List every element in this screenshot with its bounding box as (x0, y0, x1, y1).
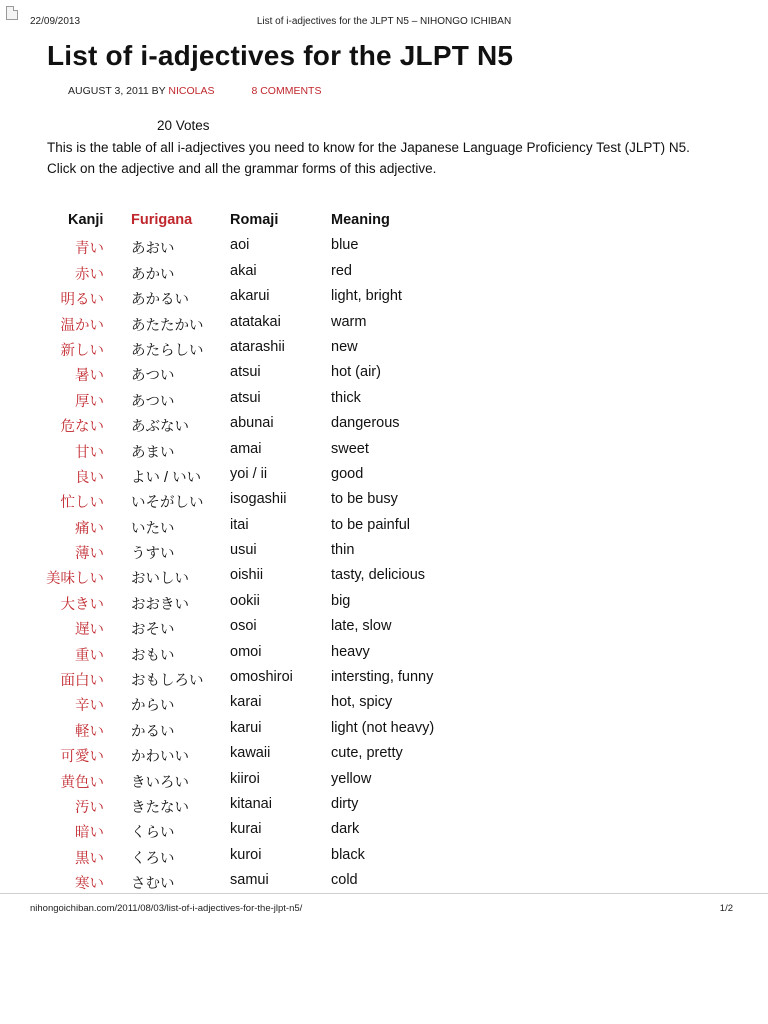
kanji-cell[interactable]: 軽い (75, 723, 104, 740)
table-row (0, 415, 768, 440)
furigana-cell: あつい (131, 368, 175, 385)
kanji-cell[interactable]: 青い (75, 241, 104, 258)
print-title: List of i-adjectives for the JLPT N5 – NIHONGO ICHIBAN (256, 16, 512, 27)
table-row (0, 263, 768, 288)
romaji-cell: atatakai (230, 313, 281, 330)
furigana-cell: いたい (131, 520, 175, 537)
furigana-cell: さむい (131, 876, 175, 893)
romaji-cell: osoi (230, 618, 257, 635)
table-row (0, 466, 768, 491)
kanji-cell[interactable]: 汚い (75, 799, 104, 816)
meaning-cell: late, slow (331, 618, 392, 635)
romaji-cell: omoi (230, 643, 262, 660)
furigana-cell: かわいい (131, 749, 189, 766)
furigana-cell: からい (131, 698, 175, 715)
meaning-cell: to be busy (331, 491, 398, 508)
kanji-cell[interactable]: 良い (75, 469, 104, 486)
table-row (0, 517, 768, 542)
furigana-cell: いそがしい (131, 495, 204, 512)
furigana-cell: あまい (131, 444, 175, 461)
furigana-cell: あたたかい (131, 317, 204, 334)
furigana-cell: あおい (131, 241, 175, 258)
page-title: List of i-adjectives for the JLPT N5 (47, 40, 514, 71)
meaning-cell: black (331, 846, 365, 863)
romaji-cell: samui (230, 872, 269, 889)
romaji-cell: kiiroi (230, 770, 260, 787)
kanji-cell[interactable]: 薄い (75, 546, 104, 563)
kanji-cell[interactable]: 黒い (75, 850, 104, 867)
table-header-row (0, 212, 768, 237)
table-row (0, 339, 768, 364)
table-row (0, 821, 768, 846)
print-date: 22/09/2013 (30, 16, 81, 27)
meaning-cell: heavy (331, 643, 370, 660)
kanji-cell[interactable]: 面白い (60, 673, 104, 690)
furigana-cell: あつい (131, 393, 175, 410)
adjectives-table (0, 212, 768, 898)
furigana-cell: よい / いい (131, 469, 202, 486)
meaning-cell: light (not heavy) (331, 719, 435, 736)
meaning-cell: cute, pretty (331, 745, 403, 762)
post-date: AUGUST 3, 2011 (68, 85, 149, 97)
kanji-cell[interactable]: 暑い (75, 368, 104, 385)
post-meta (68, 85, 321, 97)
kanji-cell[interactable]: 厚い (75, 393, 104, 410)
kanji-cell[interactable]: 辛い (75, 698, 104, 715)
furigana-cell: おおきい (131, 596, 189, 613)
romaji-cell: kitanai (230, 795, 272, 812)
romaji-cell: karai (230, 694, 262, 711)
romaji-cell: abunai (230, 415, 274, 432)
kanji-cell[interactable]: 甘い (75, 444, 104, 461)
kanji-cell[interactable]: 可愛い (60, 749, 104, 766)
meaning-cell: intersting, funny (331, 669, 434, 686)
table-row (0, 847, 768, 872)
meaning-cell: blue (331, 237, 359, 254)
header-meaning: Meaning (331, 212, 390, 228)
furigana-cell: あぶない (131, 419, 189, 436)
kanji-cell[interactable]: 黄色い (60, 774, 104, 791)
footer-url: nihongoichiban.com/2011/08/03/list-of-i-adjectives-for-the-jlpt-n5/ (30, 903, 303, 914)
meaning-cell: cold (331, 872, 358, 889)
kanji-cell[interactable]: 寒い (75, 876, 104, 893)
table-row (0, 491, 768, 516)
meaning-cell: to be painful (331, 516, 411, 533)
romaji-cell: usui (230, 542, 257, 559)
romaji-cell: atarashii (230, 338, 285, 355)
romaji-cell: aoi (230, 237, 250, 254)
header-romaji: Romaji (230, 212, 279, 228)
meaning-cell: good (331, 465, 364, 482)
table-row (0, 796, 768, 821)
comments-link[interactable]: 8 COMMENTS (251, 85, 322, 97)
table-row (0, 288, 768, 313)
romaji-cell: yoi / ii (230, 465, 268, 482)
table-row (0, 644, 768, 669)
furigana-cell: きいろい (131, 774, 189, 791)
meaning-cell: dangerous (331, 415, 400, 432)
romaji-cell: amai (230, 440, 262, 457)
meaning-cell: hot, spicy (331, 694, 393, 711)
meaning-cell: dirty (331, 795, 359, 812)
romaji-cell: itai (230, 516, 249, 533)
kanji-cell[interactable]: 遅い (75, 622, 104, 639)
kanji-cell[interactable]: 新しい (60, 342, 104, 359)
furigana-cell: くらい (131, 825, 175, 842)
romaji-cell: akarui (230, 288, 270, 305)
intro-paragraph: This is the table of all i-adjectives you need to know for the Japanese Language Proficiency Test (JLPT) N5. Click on the adjective and all the grammar forms of this adjective. (47, 140, 690, 176)
kanji-cell[interactable]: 暗い (75, 825, 104, 842)
kanji-cell[interactable]: 危ない (60, 419, 104, 436)
furigana-cell: あかい (131, 266, 175, 283)
footer-divider (0, 893, 768, 894)
furigana-cell: きたない (131, 799, 189, 816)
meaning-cell: red (331, 262, 352, 279)
meaning-cell: big (331, 592, 351, 609)
romaji-cell: kuroi (230, 846, 262, 863)
table-row (0, 771, 768, 796)
table-body (0, 237, 768, 897)
print-header (0, 16, 768, 30)
romaji-cell: atsui (230, 364, 261, 381)
table-row (0, 694, 768, 719)
meaning-cell: dark (331, 821, 360, 838)
romaji-cell: isogashii (230, 491, 287, 508)
meaning-cell: sweet (331, 440, 369, 457)
meaning-cell: thin (331, 542, 355, 559)
table-row (0, 542, 768, 567)
romaji-cell: ookii (230, 592, 260, 609)
table-row (0, 441, 768, 466)
furigana-cell: あたらしい (131, 342, 204, 359)
romaji-cell: oishii (230, 567, 264, 584)
romaji-cell: kawaii (230, 745, 271, 762)
romaji-cell: akai (230, 262, 257, 279)
kanji-cell[interactable]: 痛い (75, 520, 104, 537)
meaning-cell: thick (331, 389, 361, 406)
romaji-cell: karui (230, 719, 262, 736)
furigana-cell: くろい (131, 850, 175, 867)
page-number: 1/2 (719, 903, 733, 914)
table-row (0, 618, 768, 643)
table-row (0, 364, 768, 389)
furigana-cell: おいしい (131, 571, 189, 588)
furigana-cell: かるい (131, 723, 175, 740)
furigana-cell: おもしろい (131, 673, 204, 690)
furigana-cell: おそい (131, 622, 175, 639)
furigana-cell: おもい (131, 647, 175, 664)
kanji-cell[interactable]: 明るい (60, 292, 104, 309)
meaning-cell: new (331, 338, 358, 355)
kanji-cell[interactable]: 赤い (75, 266, 104, 283)
meaning-cell: warm (331, 313, 367, 330)
table-row (0, 567, 768, 592)
table-row (0, 390, 768, 415)
meaning-cell: light, bright (331, 288, 402, 305)
romaji-cell: kurai (230, 821, 262, 838)
author-link[interactable]: NICOLAS (168, 85, 215, 97)
romaji-cell: omoshiroi (230, 669, 293, 686)
table-row (0, 237, 768, 262)
table-row (0, 720, 768, 745)
meaning-cell: tasty, delicious (331, 567, 426, 584)
votes-count: 20 Votes (157, 118, 210, 133)
romaji-cell: atsui (230, 389, 261, 406)
kanji-cell[interactable]: 忙しい (60, 495, 104, 512)
header-furigana: Furigana (131, 212, 193, 228)
header-kanji: Kanji (68, 212, 104, 228)
table-row (0, 314, 768, 339)
table-row (0, 745, 768, 770)
table-row (0, 593, 768, 618)
meaning-cell: hot (air) (331, 364, 381, 381)
by-label: BY (151, 85, 166, 97)
kanji-cell[interactable]: 美味しい (46, 571, 104, 588)
table-row (0, 669, 768, 694)
kanji-cell[interactable]: 大きい (60, 596, 104, 613)
furigana-cell: あかるい (131, 292, 189, 309)
kanji-cell[interactable]: 重い (75, 647, 104, 664)
meaning-cell: yellow (331, 770, 372, 787)
furigana-cell: うすい (131, 546, 175, 563)
kanji-cell[interactable]: 温かい (60, 317, 104, 334)
